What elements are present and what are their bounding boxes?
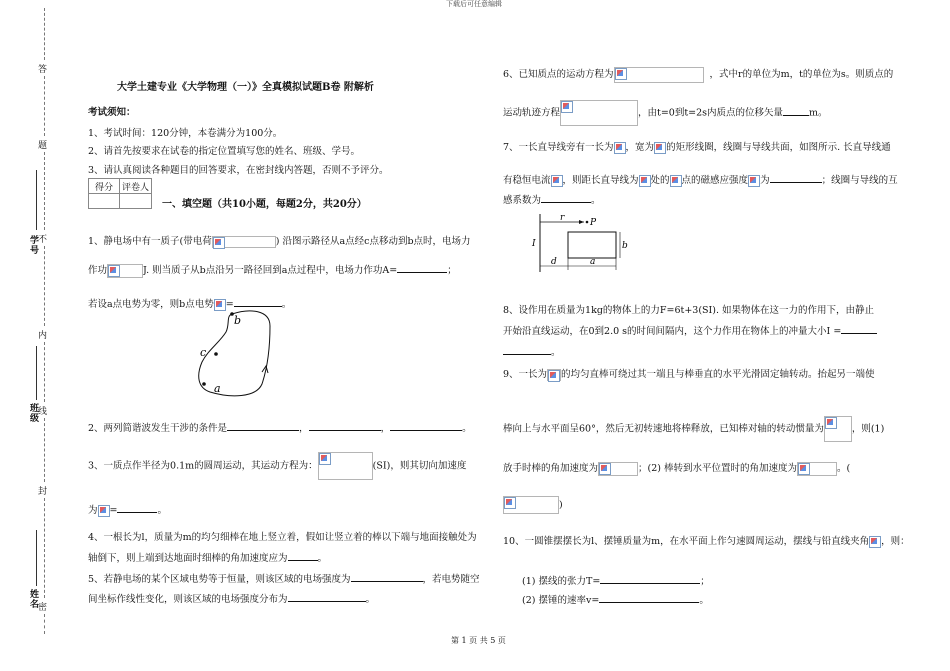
score-cell: 得分: [89, 179, 120, 194]
q4-line1: 4、一根长为l，质量为m的均匀细棒在地上竖立着，假如让竖立着的棒以下端与地面接触处为: [88, 532, 477, 543]
q2-blank-1[interactable]: [227, 421, 299, 431]
q7-blank-mutual[interactable]: [541, 193, 591, 203]
q7-blank-field[interactable]: [770, 173, 822, 183]
score-table: [88, 178, 152, 209]
score-blank[interactable]: [89, 194, 120, 209]
q6-line1: 6、已知质点的运动方程为 ，式中r的单位为m，t的单位为s。则质点的: [503, 66, 893, 83]
q8-blank-cont[interactable]: [503, 345, 551, 355]
binding-seal: 封: [38, 487, 48, 497]
q5-blank-1[interactable]: [351, 572, 423, 582]
q2-line: 2、两列简谐波发生干涉的条件是 ， ， 。: [88, 423, 472, 434]
q10-blank-tension[interactable]: [600, 574, 700, 584]
formula-icon: [670, 175, 682, 187]
fig-r: r: [560, 213, 565, 223]
binding-answer: 答: [38, 65, 48, 75]
q8-blank[interactable]: [841, 324, 877, 334]
formula-image: [797, 462, 837, 476]
binding-not: 不: [38, 235, 48, 245]
grader-blank[interactable]: [120, 194, 152, 209]
page-footer: 第 1 页 共 5 页: [451, 636, 506, 645]
fig-d: d: [551, 257, 557, 267]
formula-image: [107, 264, 143, 278]
q2-blank-2[interactable]: [309, 421, 381, 431]
q7-line3: 感系数为 。: [503, 195, 601, 206]
name-label: 姓名: [30, 590, 40, 610]
fig-I: I: [532, 239, 536, 249]
student-id-label: 学号: [30, 236, 40, 256]
formula-icon: [599, 463, 611, 475]
formula-image: [598, 462, 638, 476]
q7-figure: [530, 212, 640, 276]
q10-line1: 10、一圆锥摆摆长为l、摆锤质量为m，在水平面上作匀速圆周运动，摆线与铅直线夹角 ，则：: [503, 536, 910, 547]
q9-line4: ): [503, 496, 563, 514]
q1-figure: [190, 306, 290, 402]
q2-blank-3[interactable]: [390, 421, 462, 431]
q3-blank[interactable]: [117, 503, 157, 513]
binding-question: 题: [38, 141, 48, 151]
class-label: 班级: [30, 404, 40, 424]
formula-icon: [654, 142, 666, 154]
formula-icon: [869, 536, 881, 548]
fig-label-b: b: [234, 314, 242, 327]
instruction-item: 2、请首先按要求在试卷的指定位置填写您的姓名、班级、学号。: [88, 146, 361, 157]
q8-line2: 开始沿直线运动，在0到2.0 s的时间间隔内，这个力作用在物体上的冲量大小I =: [503, 323, 877, 337]
q10-blank-speed[interactable]: [599, 593, 699, 603]
section-heading: 一、填空题（共10小题，每题2分，共20分）: [162, 199, 367, 210]
q8-line1: 8、设作用在质量为1kg的物体上的力F=6t+3(SI). 如果物体在这一力的作用下，由静止: [503, 305, 875, 316]
formula-image: [503, 496, 559, 514]
q3-line2: 为 = 。: [88, 505, 167, 516]
binding-inside: 内: [38, 331, 48, 341]
fig-b: b: [622, 241, 628, 251]
binding-close: 密: [38, 603, 48, 613]
formula-icon: [615, 68, 627, 80]
instructions-heading: 考试须知：: [88, 107, 136, 118]
formula-image: [547, 369, 561, 381]
q5-line2: 间坐标作线性变化，则该区域的电场强度分布为 。: [88, 594, 376, 605]
fig-label-c: c: [200, 346, 207, 359]
fig-a: a: [590, 257, 596, 267]
q4-blank[interactable]: [288, 551, 318, 561]
formula-icon: [213, 237, 225, 249]
formula-image: [560, 100, 638, 126]
q3-line1: 3、一质点作半径为0.1m的圆周运动，其运动方程为： (SI)，则其切向加速度: [88, 452, 466, 480]
fig-label-a: a: [214, 382, 221, 395]
q4-line2: 轴倒下，则上端到达地面时细棒的角加速度应为 。: [88, 553, 328, 564]
q1-blank-work[interactable]: [397, 263, 447, 273]
formula-icon: [561, 101, 573, 113]
formula-icon: [748, 175, 760, 187]
formula-icon: [551, 175, 563, 187]
formula-icon: [504, 497, 516, 509]
formula-icon: [548, 370, 560, 382]
q6-line2: 运动轨迹方程 ，由t=0到t=2s内质点的位移矢量 m。: [503, 100, 828, 126]
formula-icon: [798, 463, 810, 475]
instruction-item: 1、考试时间：120分钟，本卷满分为100分。: [88, 128, 283, 139]
q6-blank[interactable]: [783, 106, 809, 116]
q7-line1: 7、一长直导线旁有一长为 ，宽为 的矩形线圈，线圈与导线共面，如图所示. 长直导线通: [503, 142, 891, 153]
formula-icon: [614, 142, 626, 154]
formula-icon: [108, 265, 120, 277]
fig-P: P: [590, 218, 597, 228]
page-title: 大学土建专业《大学物理（一）》全真模拟试题B卷 附解析: [117, 82, 374, 93]
q9-line2: 棒向上与水平面呈60°，然后无初转速地将棒释放，已知棒对轴的转动惯量为 ，则(1): [503, 416, 884, 442]
q9-line1: 9、一长为 的均匀直棒可绕过其一端且与棒垂直的水平光滑固定轴转动。抬起另一端使: [503, 369, 875, 380]
header-note: 下载后可任意编辑: [446, 0, 502, 8]
q1-line2: 作功 J. 则当质子从b点沿另一路径回到a点过程中，电场力作功A= ；: [88, 265, 457, 276]
q5-blank-2[interactable]: [288, 592, 366, 602]
q8-line3: 。: [503, 344, 561, 358]
formula-image: [212, 236, 276, 248]
formula-icon: [639, 175, 651, 187]
q5-line1: 5、若静电场的某个区域电势等于恒量，则该区域的电场强度为 ，若电势随空: [88, 574, 480, 585]
q10-part1: (1) 摆线的张力T= ；: [522, 576, 710, 587]
q1-line1: 1、静电场中有一质子(带电荷 ) 沿图示路径从a点经c点移动到b点时，电场力: [88, 236, 471, 247]
q1-line3: 若设a点电势为零，则b点电势 = 。: [88, 299, 292, 310]
formula-image: [318, 452, 373, 480]
binding-line: 线: [38, 407, 48, 417]
formula-icon: [98, 505, 110, 517]
grader-cell: 评卷人: [120, 179, 152, 194]
instruction-item: 3、请认真阅读各种题目的回答要求，在密封线内答题，否则不予评分。: [88, 165, 389, 176]
formula-icon: [825, 417, 837, 429]
q7-line2: 有稳恒电流 ，则距长直导线为 处的 点的磁感应强度 为 ；线圈与导线的互: [503, 175, 898, 186]
q10-part2: (2) 摆锤的速率v= 。: [522, 595, 709, 606]
q9-line3: 放手时棒的角加速度为 ；(2) 棒转到水平位置时的角加速度为 。(: [503, 463, 851, 474]
formula-image: [614, 67, 704, 83]
formula-image: [824, 416, 852, 442]
formula-icon: [319, 453, 331, 465]
